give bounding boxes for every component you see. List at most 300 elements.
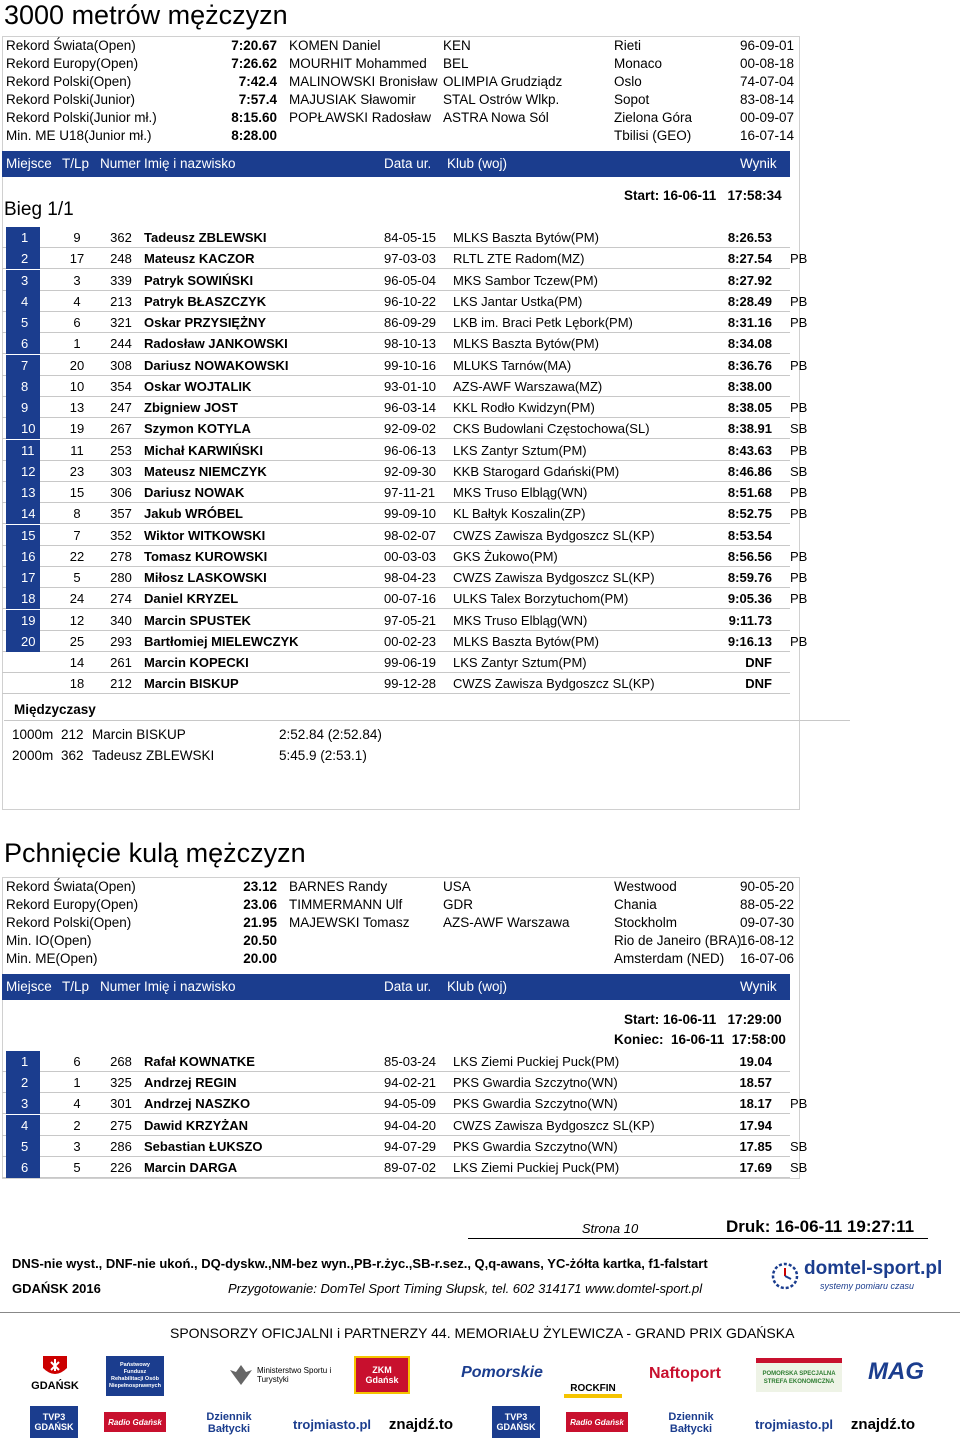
result-mark: 18.57 [739, 1075, 772, 1091]
result-mark: 8:46.86 [727, 463, 772, 479]
result-club: KKB Starogard Gdański(PM) [453, 463, 620, 479]
result-bib: 303 [110, 463, 132, 479]
record-category: Rekord Polski(Junior) [6, 92, 136, 107]
result-athlete: Szymon KOTYLA [144, 421, 251, 437]
result-row [2, 1136, 808, 1157]
record-row [2, 37, 800, 55]
result-athlete: Marcin SPUSTEK [144, 612, 251, 628]
record-date: 96-09-01 [739, 38, 794, 53]
result-club: KL Bałtyk Koszalin(ZP) [453, 506, 586, 522]
result-club: CWZS Zawisza Bydgoszcz SL(KP) [453, 570, 655, 585]
result-birthdate: 84-05-15 [384, 230, 437, 245]
split-athlete: Tadeusz ZBLEWSKI [92, 748, 215, 763]
result-record-flag: PB [790, 548, 808, 564]
brand-name: domtel-sport.pl [804, 1258, 943, 1279]
prepared-by: Przygotowanie: DomTel Sport Timing Słupsk, tel. 602 314171 www.domtel-sport.pl [228, 1281, 703, 1296]
print-date: Druk: 16-06-11 19:27:11 [726, 1217, 915, 1236]
result-birthdate: 99-09-10 [384, 506, 437, 522]
result-bib: 253 [110, 442, 132, 458]
result-athlete: Michał KARWIŃSKI [144, 442, 263, 458]
header-club: Klub (woj) [447, 156, 508, 171]
result-lane: 7 [73, 527, 81, 543]
result-athlete: Zbigniew JOST [144, 400, 238, 415]
result-club: LKS Zantyr Sztum(PM) [453, 655, 587, 670]
record-result: 20.00 [243, 951, 277, 966]
result-bib: 306 [110, 485, 132, 500]
result-lane: 14 [69, 655, 85, 670]
record-holder: MALINOWSKI Bronisław [289, 74, 438, 89]
results-header-3000m [2, 151, 790, 177]
result-place: 3 [6, 270, 40, 291]
record-club: BEL [443, 56, 469, 71]
result-place: 13 [6, 482, 40, 503]
record-row [2, 55, 800, 73]
result-place: 15 [6, 525, 40, 546]
result-bib: 325 [110, 1075, 132, 1091]
result-birthdate: 96-03-14 [384, 400, 437, 415]
result-bib: 248 [110, 251, 132, 267]
record-place: Amsterdam (NED) [614, 951, 725, 966]
result-club: LKS Zantyr Sztum(PM) [453, 442, 587, 458]
sponsor-divider [0, 1312, 960, 1313]
result-lane: 17 [69, 251, 85, 267]
result-record-flag: SB [790, 1138, 808, 1154]
result-birthdate: 98-10-13 [384, 336, 437, 352]
record-category: Min. ME U18(Junior mł.) [6, 128, 152, 143]
record-place: Monaco [614, 56, 663, 71]
result-place: 1 [6, 1051, 40, 1072]
result-row [2, 610, 790, 631]
result-birthdate: 96-06-13 [384, 442, 437, 458]
stopwatch-icon [770, 1260, 800, 1290]
result-club: MKS Truso Elbląg(WN) [453, 485, 588, 500]
result-place: 6 [6, 333, 40, 354]
header-place: Miejsce [6, 156, 52, 171]
result-mark: 8:43.63 [727, 442, 772, 458]
result-athlete: Marcin KOPECKI [144, 655, 249, 670]
event-title-3000m: 3000 metrów mężczyzn [4, 0, 288, 30]
sponsor-logo-trojmiasto: trojmiasto.pl [292, 1416, 371, 1432]
result-record-flag: SB [790, 1160, 808, 1175]
sponsor-logo-pomorskie: Pomorskie [461, 1364, 543, 1381]
result-row [2, 227, 790, 248]
result-bib: 352 [110, 527, 132, 543]
result-birthdate: 89-07-02 [384, 1160, 437, 1175]
result-mark: 8:26.53 [727, 230, 772, 245]
record-category: Min. ME(Open) [6, 951, 98, 966]
result-birthdate: 00-07-16 [384, 591, 437, 607]
result-row [2, 397, 808, 418]
result-lane: 1 [73, 1075, 81, 1091]
result-athlete: Bartłomiej MIELEWCZYK [144, 633, 299, 649]
record-row [2, 109, 800, 127]
result-row [2, 461, 808, 482]
result-mark: 8:38.91 [727, 421, 772, 437]
result-birthdate: 94-02-21 [384, 1075, 437, 1091]
result-bib: 247 [110, 400, 132, 415]
result-club: CWZS Zawisza Bydgoszcz SL(KP) [453, 676, 655, 692]
result-lane: 23 [69, 463, 85, 479]
result-record-flag: PB [790, 293, 808, 309]
result-lane: 8 [73, 506, 81, 522]
result-birthdate: 96-05-04 [384, 272, 437, 288]
record-result: 8:28.00 [231, 128, 277, 143]
record-result: 21.95 [243, 915, 277, 930]
result-row [2, 291, 808, 312]
result-club: RLTL ZTE Radom(MZ) [453, 251, 585, 267]
split-time: 5:45.9 (2:53.1) [279, 748, 367, 763]
result-mark: 17.94 [739, 1117, 772, 1133]
sponsor-logo-ministry: Ministerstwo Sportu i Turystyki [228, 1358, 332, 1392]
record-date: 83-08-14 [739, 92, 794, 107]
record-result: 8:15.60 [231, 110, 277, 125]
result-lane: 15 [69, 485, 85, 500]
result-lane: 19 [69, 421, 85, 437]
eagle-icon [228, 1362, 254, 1388]
result-athlete: Jakub WRÓBEL [144, 506, 243, 522]
result-lane: 2 [73, 1117, 81, 1133]
result-club: ULKS Talex Borzytuchom(PM) [453, 591, 629, 607]
result-place: 3 [6, 1093, 40, 1114]
result-bib: 267 [110, 421, 132, 437]
result-birthdate: 92-09-02 [384, 421, 437, 437]
result-mark: 9:16.13 [727, 633, 772, 649]
result-mark: 8:52.75 [727, 506, 772, 522]
result-bib: 212 [110, 676, 132, 692]
result-mark: 8:56.56 [727, 548, 772, 564]
result-bib: 226 [110, 1160, 132, 1175]
record-category: Rekord Europy(Open) [6, 56, 139, 71]
result-bib: 339 [110, 272, 132, 288]
result-record-flag: PB [790, 485, 808, 500]
result-mark: 8:38.00 [727, 378, 772, 394]
record-date: 16-08-12 [739, 933, 794, 948]
record-result: 7:57.4 [238, 92, 277, 107]
sponsor-logo-gdansk: GDAŃSK [24, 1350, 86, 1396]
record-date: 90-05-20 [739, 879, 794, 894]
header-name: Imię i nazwisko [144, 156, 236, 171]
result-club: CKS Budowlani Częstochowa(SL) [453, 421, 650, 437]
result-mark: 9:05.36 [727, 591, 772, 607]
result-place: 5 [6, 1136, 40, 1157]
split-bib: 212 [61, 727, 84, 742]
event-title-shot-put: Pchnięcie kulą mężczyzn [4, 838, 306, 868]
result-athlete: Oskar WOJTALIK [144, 378, 252, 394]
result-place [6, 652, 40, 673]
header-place: Miejsce [6, 979, 52, 994]
record-date: 74-07-04 [739, 74, 794, 89]
record-place: Sopot [614, 92, 650, 107]
result-row [2, 1157, 808, 1178]
result-club: MLKS Baszta Bytów(PM) [453, 230, 599, 245]
result-place: 14 [6, 503, 40, 524]
result-row [2, 631, 808, 652]
result-athlete: Dariusz NOWAKOWSKI [144, 357, 289, 373]
result-lane: 5 [73, 570, 81, 585]
result-lane: 4 [73, 293, 81, 309]
sponsor-logo-psse: POMORSKA SPECJALNA STREFA EKONOMICZNA [756, 1358, 842, 1392]
result-row [2, 673, 790, 694]
result-club: MLUKS Tarnów(MA) [453, 357, 572, 373]
header-name: Imię i nazwisko [144, 979, 236, 994]
result-place: 4 [6, 1115, 40, 1136]
result-place: 4 [6, 291, 40, 312]
result-place: 12 [6, 461, 40, 482]
split-row [12, 746, 412, 766]
result-bib: 308 [110, 357, 132, 373]
result-bib: 354 [110, 378, 132, 394]
result-place: 9 [6, 397, 40, 418]
result-mark: 8:59.76 [727, 570, 772, 585]
footer-rule [468, 1238, 928, 1239]
records-table-3000m [2, 36, 800, 148]
result-place: 7 [6, 355, 40, 376]
record-club: STAL Ostrów Wlkp. [443, 92, 560, 107]
header-number: Numer [100, 156, 141, 171]
record-holder: BARNES Randy [289, 879, 388, 894]
record-category: Rekord Polski(Open) [6, 915, 132, 930]
result-athlete: Mateusz NIEMCZYK [144, 463, 267, 479]
record-place: Westwood [614, 879, 677, 894]
result-bib: 280 [110, 570, 132, 585]
result-bib: 286 [110, 1138, 132, 1154]
result-bib: 244 [110, 336, 132, 352]
result-birthdate: 94-05-09 [384, 1096, 437, 1112]
result-athlete: Tadeusz ZBLEWSKI [144, 230, 267, 245]
result-mark: 9:11.73 [728, 612, 772, 628]
split-distance: 1000m [12, 727, 54, 742]
sponsor-logo-trojmiasto-2: trojmiasto.pl [754, 1416, 833, 1432]
result-athlete: Dawid KRZYŻAN [144, 1117, 248, 1133]
split-athlete: Marcin BISKUP [92, 727, 186, 742]
record-holder: MAJUSIAK Sławomir [289, 92, 416, 107]
result-club: PKS Gwardia Szczytno(WN) [453, 1096, 618, 1112]
result-row [2, 588, 808, 609]
result-record-flag: PB [790, 251, 808, 267]
result-athlete: Dariusz NOWAK [144, 485, 245, 500]
result-place: 18 [6, 588, 40, 609]
domtel-logo [770, 1254, 943, 1298]
record-holder: KOMEN Daniel [289, 38, 381, 53]
result-athlete: Mateusz KACZOR [144, 251, 255, 267]
result-club: MKS Sambor Tczew(PM) [453, 272, 598, 288]
result-record-flag: PB [790, 570, 808, 585]
header-club: Klub (woj) [447, 979, 508, 994]
result-mark: 8:53.54 [727, 527, 772, 543]
result-row [2, 355, 808, 376]
result-mark: 8:36.76 [727, 357, 772, 373]
result-birthdate: 97-11-21 [384, 485, 436, 500]
result-club: LKS Ziemi Puckiej Puck(PM) [453, 1054, 620, 1069]
result-row [2, 440, 808, 461]
result-lane: 11 [70, 442, 84, 458]
result-record-flag: PB [790, 315, 808, 330]
result-row [2, 270, 790, 291]
record-result: 23.06 [243, 897, 277, 912]
result-mark: 8:34.08 [727, 336, 772, 352]
record-row [2, 127, 800, 145]
result-birthdate: 86-09-29 [384, 315, 437, 330]
record-category: Rekord Polski(Open) [6, 74, 132, 89]
result-place: 5 [6, 312, 40, 333]
result-athlete: Tomasz KUROWSKI [144, 548, 268, 564]
record-row [2, 878, 800, 896]
result-birthdate: 85-03-24 [384, 1054, 437, 1069]
result-lane: 4 [73, 1096, 81, 1112]
result-lane: 6 [73, 315, 81, 330]
record-category: Rekord Świata(Open) [6, 879, 136, 894]
result-club: PKS Gwardia Szczytno(WN) [453, 1138, 618, 1154]
result-mark: 8:51.68 [727, 485, 772, 500]
record-place: Tbilisi (GEO) [614, 128, 692, 143]
sponsor-logo-tvp3: TVP3 GDAŃSK [30, 1406, 78, 1438]
sponsor-logo-dziennik-baltycki: Dziennik Bałtycki [206, 1411, 252, 1435]
splits-divider [4, 720, 850, 721]
result-mark: DNF [745, 655, 772, 670]
record-category: Rekord Polski(Junior mł.) [6, 110, 157, 125]
result-mark: DNF [745, 676, 772, 692]
result-bib: 321 [110, 315, 132, 330]
record-club: GDR [443, 897, 473, 912]
result-birthdate: 94-07-29 [384, 1138, 437, 1154]
result-row [2, 418, 808, 439]
result-mark: 17.69 [739, 1160, 772, 1175]
result-mark: 8:31.16 [727, 315, 772, 330]
result-birthdate: 93-01-10 [384, 378, 437, 394]
result-club: LKB im. Braci Petk Lębork(PM) [453, 315, 633, 330]
result-lane: 9 [73, 230, 81, 245]
result-athlete: Miłosz LASKOWSKI [144, 570, 267, 585]
result-place: 8 [6, 376, 40, 397]
sponsors-title: SPONSORZY OFICJALNI i PARTNERZY 44. MEMORIAŁU ŻYLEWICZA - GRAND PRIX GDAŃSKA [170, 1325, 795, 1341]
result-row [2, 546, 808, 567]
result-bib: 362 [110, 230, 132, 245]
record-club: OLIMPIA Grudziądz [443, 74, 563, 89]
result-row [2, 567, 808, 588]
record-place: Chania [614, 897, 657, 912]
result-bib: 301 [110, 1096, 132, 1112]
result-athlete: Marcin BISKUP [144, 676, 239, 692]
result-place: 11 [6, 440, 40, 461]
record-date: 09-07-30 [739, 915, 794, 930]
record-result: 7:26.62 [231, 56, 277, 71]
record-row [2, 914, 800, 932]
header-birthdate: Data ur. [384, 979, 432, 994]
result-place: 20 [6, 631, 40, 652]
result-birthdate: 00-03-03 [384, 548, 437, 564]
record-row [2, 91, 800, 109]
result-mark: 8:38.05 [727, 400, 772, 415]
record-club: AZS-AWF Warszawa [443, 915, 570, 930]
record-row [2, 950, 800, 968]
result-row [2, 376, 790, 397]
record-date: 16-07-06 [739, 951, 794, 966]
split-row [12, 725, 412, 745]
result-athlete: Radosław JANKOWSKI [144, 336, 288, 352]
result-athlete: Rafał KOWNATKE [144, 1054, 255, 1069]
record-category: Rekord Świata(Open) [6, 38, 136, 53]
result-record-flag: SB [790, 421, 808, 437]
record-place: Rieti [614, 38, 642, 53]
result-athlete: Wiktor WITKOWSKI [144, 527, 266, 543]
result-place: 19 [6, 610, 40, 631]
result-athlete: Marcin DARGA [144, 1160, 238, 1175]
result-mark: 19.04 [739, 1054, 772, 1069]
result-place [6, 673, 40, 694]
result-mark: 18.17 [739, 1096, 772, 1112]
result-birthdate: 94-04-20 [384, 1117, 437, 1133]
result-birthdate: 97-05-21 [384, 612, 437, 628]
heat-title: Bieg 1/1 [4, 199, 74, 220]
result-birthdate: 92-09-30 [384, 463, 437, 479]
sponsor-logo-naftoport: Naftoport [649, 1365, 721, 1382]
result-birthdate: 96-10-22 [384, 293, 437, 309]
result-athlete: Patryk BŁASZCZYK [144, 293, 267, 309]
result-birthdate: 00-02-23 [384, 633, 437, 649]
record-date: 16-07-14 [739, 128, 794, 143]
result-row [2, 1051, 790, 1072]
sponsor-logo-znajdz: znajdź.to [388, 1415, 454, 1433]
record-place: Oslo [614, 74, 642, 89]
result-mark: 17.85 [739, 1138, 772, 1154]
result-bib: 268 [110, 1054, 132, 1069]
result-record-flag: PB [790, 400, 808, 415]
header-number: Numer [100, 979, 141, 994]
sponsor-logo-zkm: ZKM Gdańsk [354, 1356, 410, 1394]
header-result: Wynik [740, 979, 777, 994]
record-row [2, 896, 800, 914]
result-lane: 12 [69, 612, 85, 628]
result-club: KKL Rodło Kwidzyn(PM) [453, 400, 595, 415]
result-lane: 1 [73, 336, 81, 352]
result-club: GKS Żukowo(PM) [453, 548, 558, 564]
result-record-flag: PB [790, 506, 808, 522]
result-bib: 261 [110, 655, 132, 670]
result-bib: 275 [110, 1117, 132, 1133]
result-row [2, 248, 808, 269]
split-distance: 2000m [12, 748, 54, 763]
record-date: 00-09-07 [739, 110, 794, 125]
result-place: 10 [6, 418, 40, 439]
result-record-flag: PB [790, 591, 808, 607]
result-place: 6 [6, 1157, 40, 1178]
result-record-flag: PB [790, 1096, 808, 1112]
result-club: LKS Ziemi Puckiej Puck(PM) [453, 1160, 620, 1175]
split-bib: 362 [61, 748, 84, 763]
sponsor-logo-radio-gdansk-2: Radio Gdańsk [566, 1412, 628, 1432]
record-place: Zielona Góra [614, 110, 693, 125]
record-result: 7:20.67 [231, 38, 277, 53]
record-holder: MOURHIT Mohammed [289, 56, 427, 71]
result-bib: 293 [110, 633, 132, 649]
result-lane: 3 [73, 272, 81, 288]
result-club: MLKS Baszta Bytów(PM) [453, 336, 599, 352]
record-place: Stockholm [614, 915, 678, 930]
result-lane: 3 [73, 1138, 81, 1154]
splits-title: Międzyczasy [14, 702, 96, 717]
record-row [2, 932, 800, 950]
sponsor-logo-mag: MAG [868, 1358, 924, 1385]
result-club: MKS Truso Elbląg(WN) [453, 612, 588, 628]
result-place: 2 [6, 1072, 40, 1093]
records-table-shot-put [2, 877, 800, 971]
result-club: CWZS Zawisza Bydgoszcz SL(KP) [453, 527, 655, 543]
result-row [2, 652, 790, 673]
result-place: 2 [6, 248, 40, 269]
result-row [2, 503, 808, 524]
result-lane: 25 [69, 633, 85, 649]
header-birthdate: Data ur. [384, 156, 432, 171]
